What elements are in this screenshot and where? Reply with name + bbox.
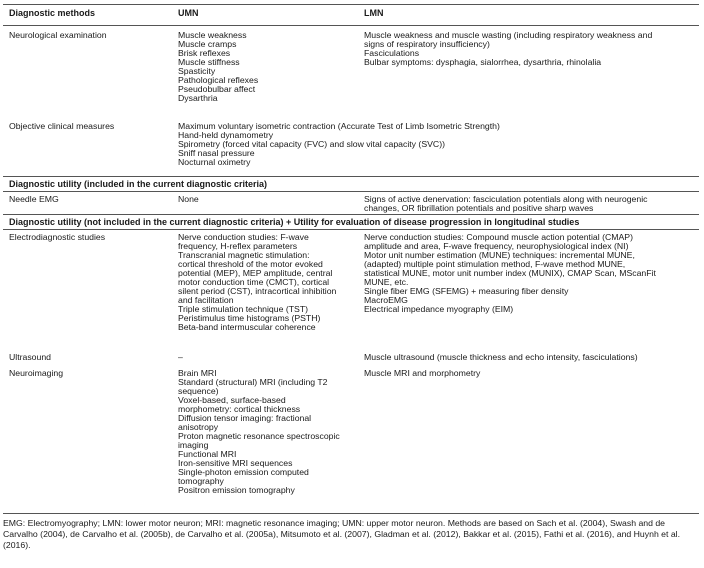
row-neurological-examination-umn-line: Brisk reflexes bbox=[178, 48, 231, 58]
row-electrodiagnostic-studies-lmn-line: Electrical impedance myography (EIM) bbox=[364, 304, 514, 314]
row-needle-emg-lmn-line: changes, OR fibrillation potentials and positive sharp waves bbox=[364, 203, 594, 213]
row-neuroimaging-method: Neuroimaging bbox=[9, 368, 64, 378]
section-heading-not-included: Diagnostic utility (not included in the current diagnostic criteria) + Utility for evaluation of disease progression in longitudinal studies bbox=[9, 217, 580, 227]
row-electrodiagnostic-studies-lmn-line: MUNE, etc. bbox=[364, 277, 409, 287]
row-electrodiagnostic-studies-method: Electrodiagnostic studies bbox=[9, 232, 106, 242]
row-neurological-examination-umn-line: Pathological reflexes bbox=[178, 75, 259, 85]
header-diagnostic-methods: Diagnostic methods bbox=[9, 8, 96, 18]
row-neuroimaging-umn-line: Positron emission tomography bbox=[178, 485, 295, 495]
row-neuroimaging-umn-line: Voxel-based, surface-based bbox=[178, 395, 286, 405]
row-neuroimaging-lmn-line: Muscle MRI and morphometry bbox=[364, 368, 481, 378]
row-ultrasound-umn-line: – bbox=[178, 352, 183, 362]
row-neurological-examination-lmn-line: Muscle weakness and muscle wasting (including respiratory weakness and bbox=[364, 30, 653, 40]
row-neuroimaging-umn-line: Functional MRI bbox=[178, 449, 237, 459]
row-neurological-examination-umn-line: Pseudobulbar affect bbox=[178, 84, 256, 94]
header-umn: UMN bbox=[178, 8, 199, 18]
row-electrodiagnostic-studies-umn-line: motor conduction time (CMCT), cortical bbox=[178, 277, 330, 287]
row-neuroimaging-umn-line: tomography bbox=[178, 476, 224, 486]
row-electrodiagnostic-studies-lmn-line: MacroEMG bbox=[364, 295, 408, 305]
row-neuroimaging-umn-line: Standard (structural) MRI (including T2 bbox=[178, 377, 328, 387]
row-ultrasound-lmn-line: Muscle ultrasound (muscle thickness and echo intensity, fasciculations) bbox=[364, 352, 638, 362]
row-electrodiagnostic-studies-umn-line: Nerve conduction studies: F-wave bbox=[178, 232, 309, 242]
row-neuroimaging-umn-line: Proton magnetic resonance spectroscopic bbox=[178, 431, 340, 441]
row-electrodiagnostic-studies-lmn-line: Motor unit number estimation (MUNE) techniques: incremental MUNE, bbox=[364, 250, 635, 260]
row-neurological-examination-umn-line: Muscle weakness bbox=[178, 30, 247, 40]
header-rule bbox=[3, 25, 699, 26]
row-electrodiagnostic-studies-lmn-line: (adapted) multiple point stimulation method, F-wave method MUNE, bbox=[364, 259, 626, 269]
row-objective-clinical-measures-umn-line: Nocturnal oximetry bbox=[178, 157, 251, 167]
row-neurological-examination-umn-line: Spasticity bbox=[178, 66, 216, 76]
row-objective-clinical-measures-umn-line: Sniff nasal pressure bbox=[178, 148, 255, 158]
row-electrodiagnostic-studies-lmn-line: amplitude and area, F-wave frequency, neurophysiological index (NI) bbox=[364, 241, 629, 251]
row-neuroimaging-umn-line: Brain MRI bbox=[178, 368, 217, 378]
section-rule bbox=[3, 176, 699, 177]
row-electrodiagnostic-studies-lmn-line: statistical MUNE, motor unit number index (MUNIX), CMAP Scan, MScanFit bbox=[364, 268, 656, 278]
row-neuroimaging-umn-line: Single-photon emission computed bbox=[178, 467, 309, 477]
row-ultrasound-method: Ultrasound bbox=[9, 352, 52, 362]
row-needle-emg-lmn-line: Signs of active denervation: fasciculation potentials along with neurogenic bbox=[364, 194, 648, 204]
header-lmn: LMN bbox=[364, 8, 384, 18]
row-objective-clinical-measures-umn-line: Spirometry (forced vital capacity (FVC) and slow vital capacity (SVC)) bbox=[178, 139, 445, 149]
row-electrodiagnostic-studies-umn-line: Peristimulus time histograms (PSTH) bbox=[178, 313, 321, 323]
row-electrodiagnostic-studies-umn-line: Beta-band intermuscular coherence bbox=[178, 322, 316, 332]
row-neuroimaging-umn-line: sequence) bbox=[178, 386, 219, 396]
footnote: EMG: Electromyography; LMN: lower motor neuron; MRI: magnetic resonance imaging; UMN: upper motor neuron. Methods are based on Sach et al. (2004), Swash and de Carvalho (2004), de Carvalho et al. (2005b), de Carvalho et al. (2005a), Mitsumoto et al. (2007), Gladman et al. (2012), Bakkar et al. (2015), Fathi et al. (2016), and Huynh et al. (2016). bbox=[3, 518, 681, 551]
row-neuroimaging-umn-line: morphometry: cortical thickness bbox=[178, 404, 301, 414]
row-neurological-examination-umn-line: Muscle cramps bbox=[178, 39, 237, 49]
row-needle-emg-umn-line: None bbox=[178, 194, 199, 204]
row-objective-clinical-measures-method: Objective clinical measures bbox=[9, 121, 115, 131]
row-electrodiagnostic-studies-umn-line: frequency, H-reflex parameters bbox=[178, 241, 298, 251]
section-rule bbox=[3, 214, 699, 215]
row-electrodiagnostic-studies-umn-line: silent period (CST), intracortical inhibition bbox=[178, 286, 337, 296]
row-electrodiagnostic-studies-umn-line: and facilitation bbox=[178, 295, 234, 305]
row-neurological-examination-lmn-line: Bulbar symptoms: dysphagia, sialorrhea, dysarthria, rhinolalia bbox=[364, 57, 602, 67]
row-neuroimaging-umn-line: Iron-sensitive MRI sequences bbox=[178, 458, 293, 468]
row-neurological-examination-method: Neurological examination bbox=[9, 30, 107, 40]
row-neuroimaging-umn-line: imaging bbox=[178, 440, 209, 450]
section-heading-included: Diagnostic utility (included in the current diagnostic criteria) bbox=[9, 179, 268, 189]
row-electrodiagnostic-studies-lmn-line: Nerve conduction studies: Compound muscle action potential (CMAP) bbox=[364, 232, 633, 242]
row-objective-clinical-measures-umn-line: Hand-held dynamometry bbox=[178, 130, 274, 140]
row-needle-emg-method: Needle EMG bbox=[9, 194, 59, 204]
row-neurological-examination-umn-line: Muscle stiffness bbox=[178, 57, 240, 67]
section-rule bbox=[3, 229, 699, 230]
row-electrodiagnostic-studies-umn-line: Triple stimulation technique (TST) bbox=[178, 304, 309, 314]
row-neurological-examination-umn-line: Dysarthria bbox=[178, 93, 218, 103]
row-electrodiagnostic-studies-umn-line: Transcranial magnetic stimulation: bbox=[178, 250, 310, 260]
row-electrodiagnostic-studies-umn-line: potential (MEP), MEP amplitude, central bbox=[178, 268, 333, 278]
top-rule bbox=[3, 4, 699, 5]
row-objective-clinical-measures-umn-line: Maximum voluntary isometric contraction (Accurate Test of Limb Isometric Strength) bbox=[178, 121, 500, 131]
row-electrodiagnostic-studies-umn-line: cortical threshold of the motor evoked bbox=[178, 259, 323, 269]
row-neuroimaging-umn-line: anisotropy bbox=[178, 422, 219, 432]
row-electrodiagnostic-studies-lmn-line: Single fiber EMG (SFEMG) + measuring fiber density bbox=[364, 286, 569, 296]
row-neuroimaging-umn-line: Diffusion tensor imaging: fractional bbox=[178, 413, 312, 423]
row-neurological-examination-lmn-line: signs of respiratory insufficiency) bbox=[364, 39, 490, 49]
row-neurological-examination-lmn-line: Fasciculations bbox=[364, 48, 420, 58]
section-rule bbox=[3, 191, 699, 192]
bottom-rule bbox=[3, 513, 699, 514]
